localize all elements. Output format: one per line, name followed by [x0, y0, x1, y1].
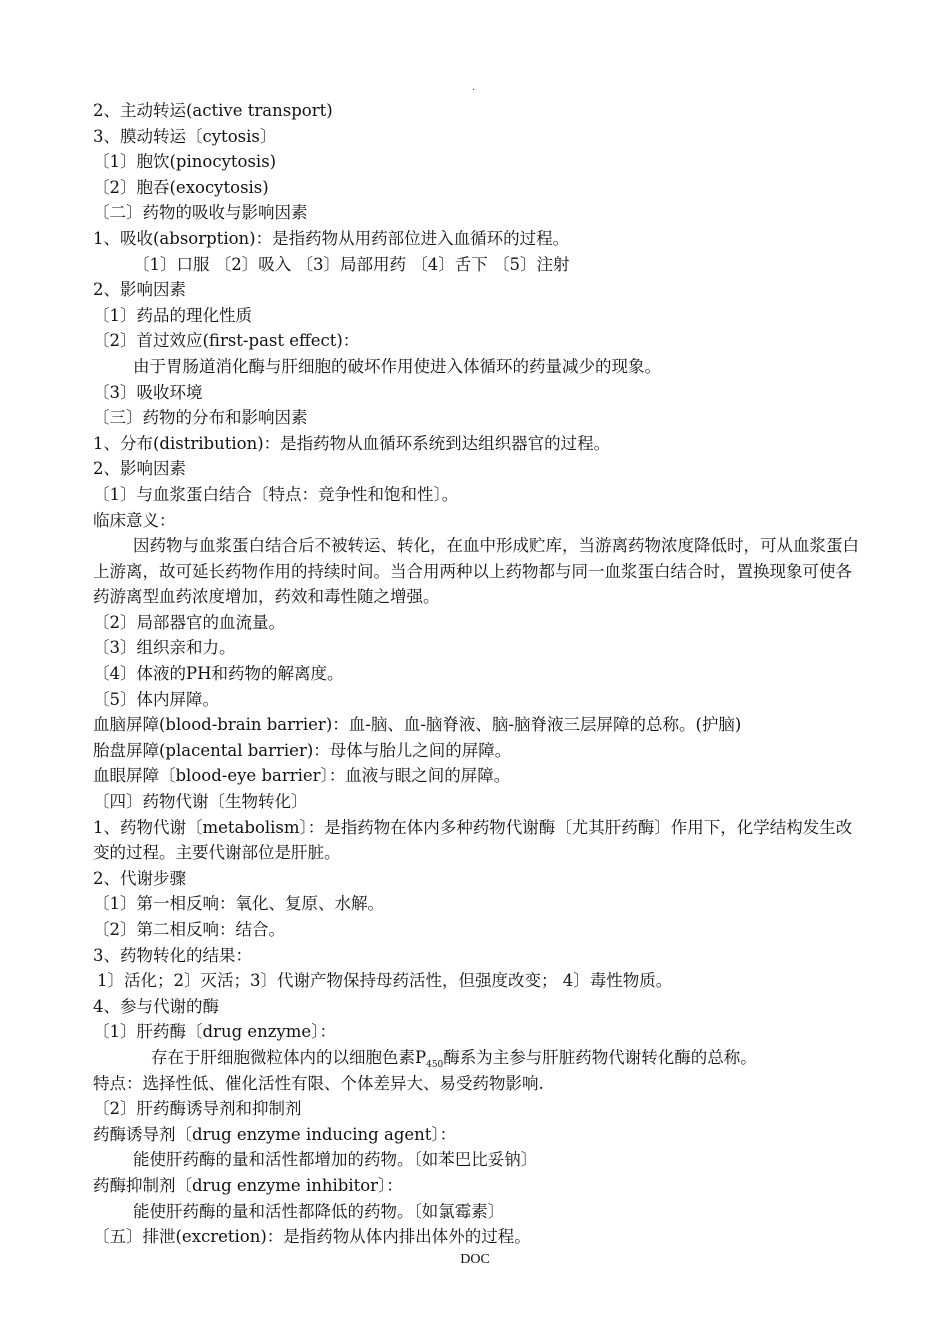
text-line: 1、吸收(absorption)：是指药物从用药部位进入血循环的过程。 [93, 228, 570, 248]
text-line: 〔2〕局部器官的血流量。 [93, 612, 285, 632]
text-line: 血眼屏障〔blood-eye barrier〕：血液与眼之间的屏障。 [93, 766, 511, 786]
text-line: 血脑屏障(blood-brain barrier)：血-脑、血-脑脊液、脑-脑脊液三层屏障的总称。(护脑) [93, 715, 742, 735]
text-line: 胎盘屏障(placental barrier)：母体与胎儿之间的屏障。 [93, 740, 512, 760]
text-line: 临床意义： [93, 510, 176, 530]
text-segment: 存在于肝细胞微粒体内的以细胞色素P [151, 1047, 427, 1067]
text-line: 〔3〕吸收环境 [93, 382, 203, 402]
text-line: 〔2〕首过效应(first-past effect)： [93, 331, 360, 351]
text-line: 〔1〕第一相反响：氧化、复原、水解。 [93, 894, 384, 914]
text-line: 2、主动转运(active transport) [93, 101, 333, 120]
text-line: 2、代谢步骤 [93, 868, 186, 888]
text-segment: 酶系为主参与肝脏药物代谢转化酶的总称。 [443, 1047, 757, 1067]
text-paragraph: 因药物与血浆蛋白结合后不被转运、转化，在血中形成贮库，当游离药物浓度降低时，可从血浆蛋白上游离，故可延长药物作用的持续时间。当合用两种以上药物都与同一血浆蛋白结合时，置换现象可使各药游离型血药浓度增加，药效和毒性随之增强。 [93, 536, 859, 607]
text-line: 〔5〕体内屏障。 [93, 689, 219, 709]
text-line: 〔2〕胞吞(exocytosis) [93, 177, 269, 197]
text-line: 〔1〕与血浆蛋白结合〔特点：竞争性和饱和性〕。 [93, 484, 459, 504]
text-line: 药酶诱导剂〔drug enzyme inducing agent〕： [93, 1124, 457, 1144]
document-body [93, 98, 863, 1250]
text-line: 能使肝药酶的量和活性都降低的药物。〔如氯霉素〕 [133, 1201, 505, 1221]
text-line: 〔1〕口服 〔2〕吸入 〔3〕局部用药 〔4〕舌下 〔5〕注射 [133, 254, 570, 274]
footer-label: DOC [460, 1252, 490, 1267]
section-heading: 〔三〕药物的分布和影响因素 [93, 408, 308, 428]
subscript: 450 [426, 1059, 444, 1070]
text-line: 〔3〕组织亲和力。 [93, 638, 236, 658]
text-line: 〔1〕胞饮(pinocytosis) [93, 152, 277, 172]
text-line: 药酶抑制剂〔drug enzyme inhibitor〕： [93, 1175, 403, 1195]
text-line: 2、影响因素 [93, 459, 186, 479]
text-line: 由于胃肠道消化酶与肝细胞的破坏作用使进入体循环的药量减少的现象。 [133, 356, 661, 376]
text-line: 能使肝药酶的量和活性都增加的药物。〔如苯巴比妥钠〕 [133, 1150, 538, 1170]
text-line: 〔1〕肝药酶〔drug enzyme〕： [93, 1022, 336, 1042]
section-heading: 〔五〕排泄(excretion)：是指药物从体内排出体外的过程。 [93, 1227, 531, 1247]
section-heading: 〔二〕药物的吸收与影响因素 [93, 203, 308, 223]
section-heading: 〔四〕药物代谢〔生物转化〕 [93, 792, 308, 812]
text-line: 1〕活化；2〕灭活；3〕代谢产物保持母药活性，但强度改变； 4〕毒性物质。 [97, 971, 673, 991]
text-line: 2、影响因素 [93, 280, 186, 300]
header-dot: . [472, 82, 476, 93]
text-line: 特点：选择性低、催化活性有限、个体差异大、易受药物影响. [93, 1073, 544, 1093]
text-line [93, 1045, 863, 1071]
text-line: 4、参与代谢的酶 [93, 996, 219, 1016]
text-line: 〔2〕肝药酶诱导剂和抑制剂 [93, 1099, 302, 1119]
text-line: 3、膜动转运〔cytosis〕 [93, 126, 277, 146]
text-paragraph: 1、药物代谢〔metabolism〕：是指药物在体内多种药物代谢酶〔尤其肝药酶〕作用下，化学结构发生改变的过程。主要代谢部位是肝脏。 [93, 817, 853, 863]
text-line: 〔2〕第二相反响：结合。 [93, 920, 285, 939]
text-line: 3、药物转化的结果： [93, 945, 252, 965]
text-line: 1、分布(distribution)：是指药物从血循环系统到达组织器官的过程。 [93, 433, 611, 453]
text-line: 〔1〕药品的理化性质 [93, 305, 252, 325]
text-line: 〔4〕体液的PH和药物的解离度。 [93, 664, 344, 684]
